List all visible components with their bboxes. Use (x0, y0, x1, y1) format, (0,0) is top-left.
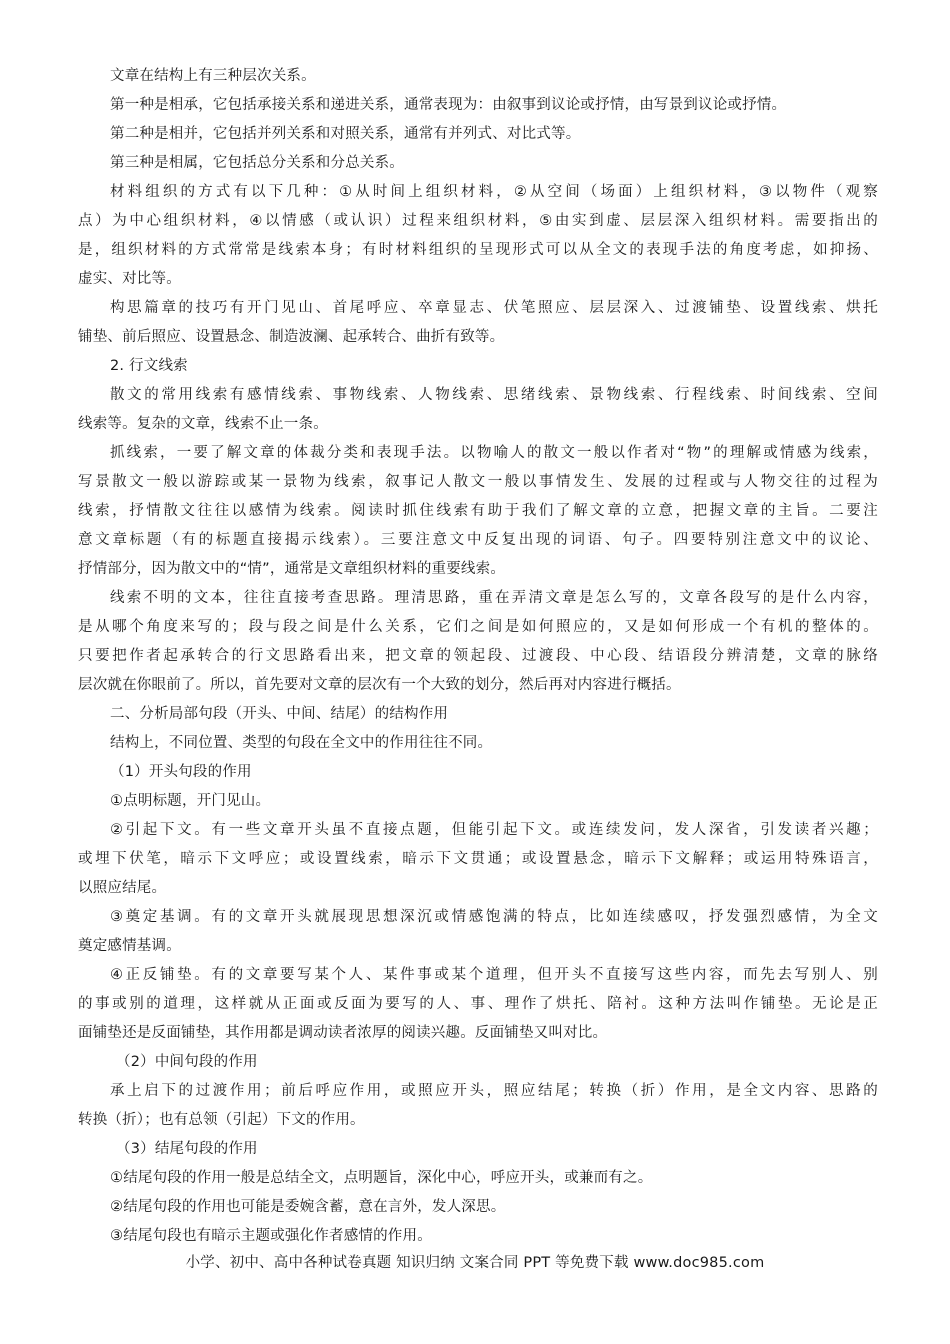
text-line: 文章在结构上有三种层次关系。 (110, 68, 316, 84)
text-line: 虚实、对比等。 (78, 271, 181, 287)
text-line: 材料组织的方式有以下几种：①从时间上组织材料，②从空间（场面）上组织材料，③以物件（观察 (110, 184, 878, 200)
text-line: 奠定感情基调。 (78, 938, 181, 954)
text-line: 层次就在你眼前了。所以，首先要对文章的层次有一个大致的划分，然后再对内容进行概括。 (78, 677, 681, 693)
text-line: 面铺垫还是反面铺垫，其作用都是调动读者浓厚的阅读兴趣。反面铺垫又叫对比。 (78, 1025, 608, 1041)
text-line: 意文章标题（有的标题直接揭示线索）。三要注意文中反复出现的词语、句子。四要特别注意文中的议论、 (78, 532, 878, 548)
text-line: ①点明标题，开门见山。 (110, 793, 271, 809)
text-line: ③结尾句段也有暗示主题或强化作者感情的作用。 (110, 1228, 432, 1244)
text-line: 抒情部分，因为散文中的“情”，通常是文章组织材料的重要线索。 (78, 561, 506, 577)
document-body (78, 62, 878, 1251)
text-line: 第一种是相承，它包括承接关系和递进关系，通常表现为：由叙事到议论或抒情，由写景到议论或抒情。 (110, 97, 787, 113)
text-line: ②引起下文。有一些文章开头虽不直接点题，但能引起下文。或连续发问，发人深省，引发读者兴趣； (110, 822, 878, 838)
text-line: 抓线索，一要了解文章的体裁分类和表现手法。以物喻人的散文一般以作者对“物”的理解或情感为线索， (110, 445, 878, 461)
text-line: 写景散文一般以游踪或某一景物为线索，叙事记人散文一般以事情发生、发展的过程或与人物交往的过程为 (78, 474, 878, 490)
text-line: （1）开头句段的作用 (110, 764, 252, 780)
text-line: 的事或别的道理，这样就从正面或反面为要写的人、事、理作了烘托、陪衬。这种方法叫作铺垫。无论是正 (78, 996, 878, 1012)
text-line: 是，组织材料的方式常常是线索本身；有时材料组织的呈现形式可以从全文的表现手法的角度考虑，如抑扬、 (78, 242, 878, 258)
text-line: 结构上，不同位置、类型的句段在全文中的作用往往不同。 (110, 735, 493, 751)
text-line: 线索不明的文本，往往直接考查思路。理清思路，重在弄清文章是怎么写的，文章各段写的是什么内容， (110, 590, 878, 606)
text-line: 第二种是相并，它包括并列关系和对照关系，通常有并列式、对比式等。 (110, 126, 581, 142)
text-line: 以照应结尾。 (78, 880, 167, 896)
text-line: 转换（折）；也有总领（引起）下文的作用。 (78, 1112, 365, 1128)
text-line: （3）结尾句段的作用 (116, 1141, 258, 1157)
text-line: 第三种是相属，它包括总分关系和分总关系。 (110, 155, 404, 171)
text-line: ①结尾句段的作用一般是总结全文，点明题旨，深化中心，呼应开头，或兼而有之。 (110, 1170, 653, 1186)
text-line: （2）中间句段的作用 (116, 1054, 258, 1070)
text-line: 承上启下的过渡作用；前后呼应作用，或照应开头，照应结尾；转换（折）作用，是全文内容、思路的 (110, 1083, 878, 1099)
text-line: 点）为中心组织材料，④以情感（或认识）过程来组织材料，⑤由实到虚、层层深入组织材料。需要指出的 (78, 213, 878, 229)
text-line: ②结尾句段的作用也可能是委婉含蓄，意在言外，发人深思。 (110, 1199, 506, 1215)
text-line: 二、分析局部句段（开头、中间、结尾）的结构作用 (110, 706, 449, 722)
text-line: 线索，抒情散文往往以感情为线索。阅读时抓住线索有助于我们了解文章的立意，把握文章的主旨。二要注 (78, 503, 878, 519)
text-line: 或埋下伏笔，暗示下文呼应；或设置线索，暗示下文贯通；或设置悬念，暗示下文解释；或运用特殊语言， (78, 851, 878, 867)
footer-banner: 小学、初中、高中各种试卷真题 知识归纳 文案合同 PPT 等免费下载 www.doc985.com (185, 1255, 765, 1271)
text-line: 构思篇章的技巧有开门见山、首尾呼应、卒章显志、伏笔照应、层层深入、过渡铺垫、设置线索、烘托 (110, 300, 878, 316)
text-line: ④正反铺垫。有的文章要写某个人、某件事或某个道理，但开头不直接写这些内容，而先去写别人、别 (110, 967, 878, 983)
text-line: 铺垫、前后照应、设置悬念、制造波澜、起承转合、曲折有致等。 (78, 329, 505, 345)
text-line: 是从哪个角度来写的；段与段之间是什么关系，它们之间是如何照应的，又是如何形成一个有机的整体的。 (78, 619, 878, 635)
text-line: 只要把作者起承转合的行文思路看出来，把文章的领起段、过渡段、中心段、结语段分辨清楚，文章的脉络 (78, 648, 878, 664)
text-line: 散文的常用线索有感情线索、事物线索、人物线索、思绪线索、景物线索、行程线索、时间线索、空间 (110, 387, 878, 403)
text-line: ③奠定基调。有的文章开头就展现思想深沉或情感饱满的特点，比如连续感叹，抒发强烈感情，为全文 (110, 909, 878, 925)
text-line: 线索等。复杂的文章，线索不止一条。 (78, 416, 328, 432)
text-line: 2. 行文线索 (110, 358, 188, 374)
